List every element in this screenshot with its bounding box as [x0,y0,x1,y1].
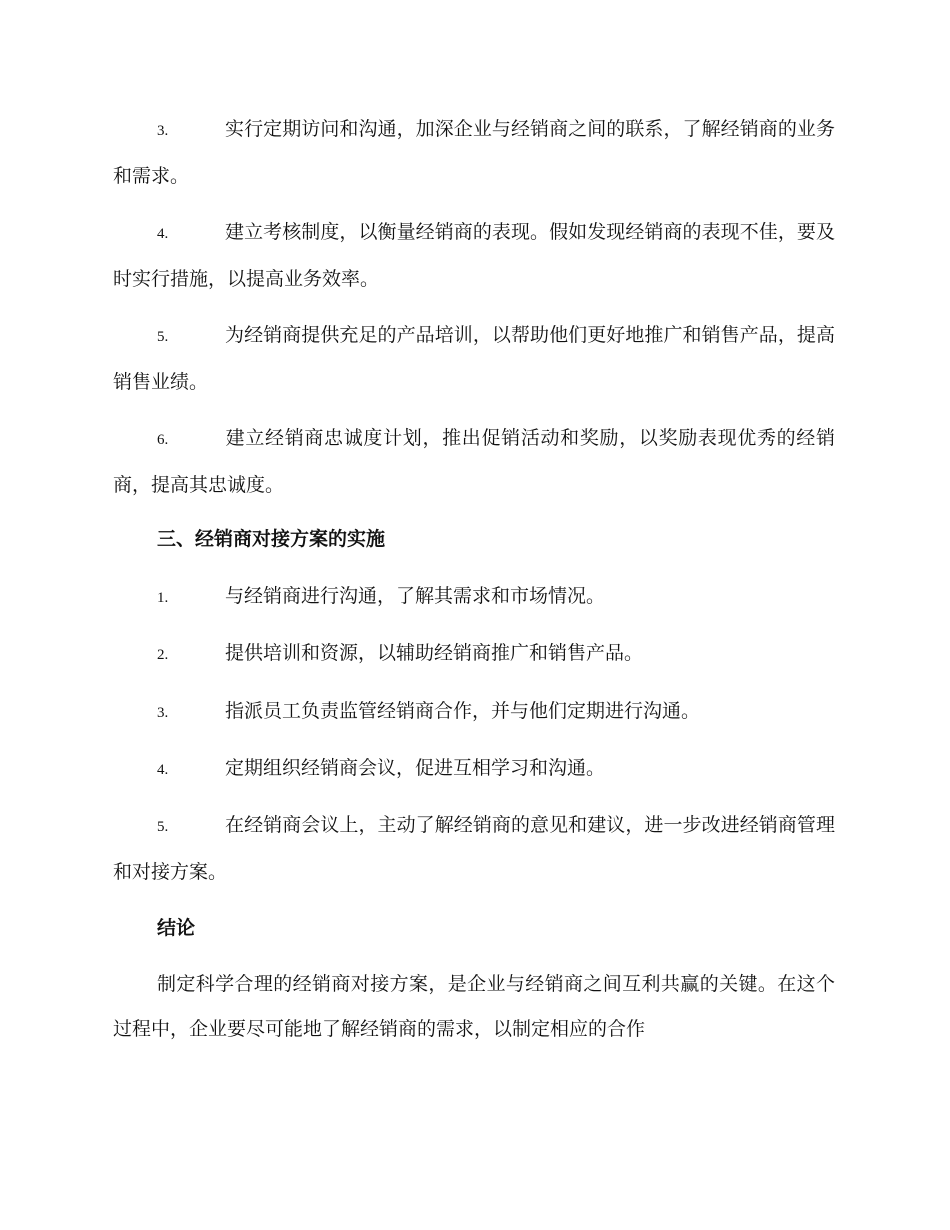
list-item [113,631,835,678]
list-text: 建立经销商忠诚度计划，推出促销活动和奖励，以奖励表现优秀的经销商，提高其忠诚度。 [113,427,835,496]
list-number: 1. [157,590,169,606]
conclusion-heading: 结论 [157,917,196,939]
list-number: 5. [157,329,169,345]
list-text: 与经销商进行沟通，了解其需求和市场情况。 [225,585,606,607]
list-number: 2. [157,647,169,663]
list-number: 3. [157,705,169,721]
list-number: 3. [157,123,169,139]
conclusion-paragraph: 制定科学合理的经销商对接方案，是企业与经销商之间互利共赢的关键。在这个过程中，企业要尽可能地了解经销商的需求，以制定相应的合作 [113,973,835,1040]
list-item [113,416,835,508]
section-heading: 三、经销商对接方案的实施 [157,528,386,550]
list-number: 6. [157,432,169,448]
list-item [113,746,835,793]
list-number: 4. [157,762,169,778]
list-item [113,574,835,621]
list-text: 为经销商提供充足的产品培训，以帮助他们更好地推广和销售产品，提高销售业绩。 [113,324,835,393]
list-text: 实行定期访问和沟通，加深企业与经销商之间的联系，了解经销商的业务和需求。 [113,118,835,187]
list-text: 指派员工负责监管经销商合作，并与他们定期进行沟通。 [225,700,701,722]
list-item [113,313,835,405]
list-text: 建立考核制度，以衡量经销商的表现。假如发现经销商的表现不佳，要及时实行措施，以提高业务效率。 [113,221,835,290]
list-text: 提供培训和资源，以辅助经销商推广和销售产品。 [225,642,644,664]
list-text: 在经销商会议上，主动了解经销商的意见和建议，进一步改进经销商管理和对接方案。 [113,814,835,883]
list-number: 4. [157,226,169,242]
list-item [113,107,835,199]
list-item [113,689,835,736]
list-item [113,803,835,895]
list-text: 定期组织经销商会议，促进互相学习和沟通。 [225,757,606,779]
list-item [113,210,835,302]
list-number: 5. [157,819,169,835]
